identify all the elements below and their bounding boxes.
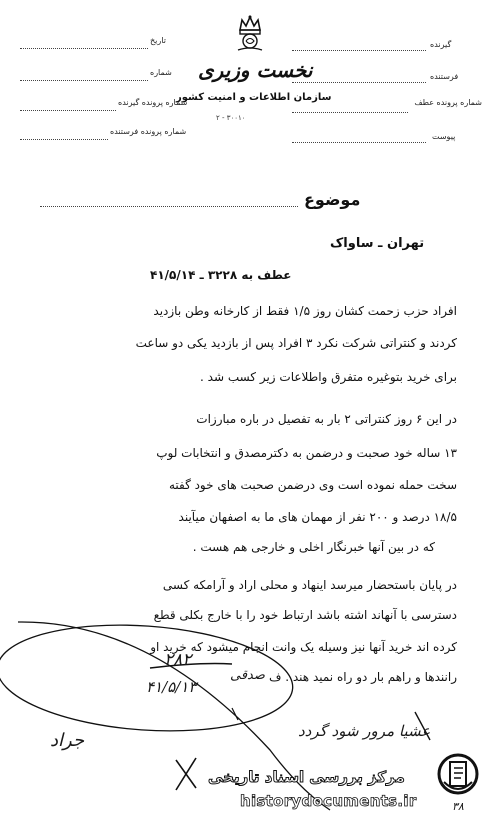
ref-file-line	[292, 112, 408, 113]
body-line: در پایان باستحضار میرسد اینهاد و محلی اراد و آرامکه کسی	[162, 578, 457, 592]
sender-line	[292, 82, 426, 83]
sender-label: فرستنده	[430, 72, 459, 81]
body-line: افراد حزب زحمت کشان روز ۱/۵ فقط از کارخانه وطن بازدید	[153, 304, 457, 318]
body-line: برای خرید بتوغیره متفرق واطلاعات زیر کسب شد .	[200, 370, 457, 384]
file-number-annotation: ۲۸۲	[164, 650, 192, 670]
body-line: سخت حمله نموده است وی درضمن صحبت های خود گفته	[168, 478, 457, 492]
number-label: شماره	[150, 68, 172, 77]
crown-emblem-icon	[232, 14, 268, 54]
attachment-label: پیوست	[432, 132, 456, 141]
bottom-note: عشیا مرور شود گردد	[298, 722, 431, 740]
body-line: کرده اند خرید آنها نیز وسیله یک وانت انجام میشود که خرید او	[150, 640, 457, 654]
recipient-line	[292, 50, 426, 51]
sender-file-line	[20, 139, 108, 140]
recipient-file-line	[20, 110, 116, 111]
archive-watermark-label: مرکز بررسی اسناد تاریخی	[208, 768, 405, 786]
brand-title: نخست وزیری	[198, 58, 313, 82]
sender-file-label: شماره پرونده فرستنده	[110, 127, 187, 136]
brand-code: ۲ - ۳۰۰۱۰	[216, 114, 246, 122]
recipient-label: گیرنده	[430, 40, 452, 49]
brand-subtitle: سازمان اطلاعات و امنیت کشور	[176, 92, 332, 103]
archive-watermark-url: historydocuments.ir	[240, 792, 417, 810]
body-line: دسترسی با آنهاند اشته باشد ارتباط خود را با خارج بکلی قطع	[153, 608, 457, 622]
body-line: که در بین آنها خبرنگار اخلی و خارجی هم هست .	[192, 540, 435, 554]
body-line: در این ۶ روز کنتراتی ۲ بار به تفصیل در باره مبارزات	[196, 412, 457, 426]
recipient-file-label: شماره پرونده گیرنده	[118, 98, 188, 107]
body-line: رانندها و راهم بار دو راه نمید هند . ف	[269, 670, 457, 684]
page-code: ۳۸	[452, 800, 464, 813]
body-line: ۱۸/۵ درصد و ۲۰۰ نفر از مهمان های ما به اصفهان میآیند	[178, 510, 457, 524]
file-date-annotation: ۴۱/۵/۱۳	[146, 678, 197, 696]
date-line	[20, 48, 148, 49]
handwritten-strokes	[0, 600, 485, 823]
number-line	[20, 80, 148, 81]
signature: صدقی	[230, 668, 265, 683]
body-line: کردند و کنتراتی شرکت نکرد ۳ افراد پس از بازدید یکی دو ساعت	[135, 336, 457, 350]
attachment-line	[292, 142, 426, 143]
subject-line	[40, 206, 298, 207]
date-label: تاریخ	[150, 36, 166, 45]
archive-logo-icon	[436, 752, 480, 796]
city-line: تهران ـ ساواک	[330, 236, 425, 251]
body-line: ۱۳ ساله خود صحبت و درضمن به دکترمصدق و انتخابات لوپ	[156, 446, 457, 460]
reference-line: عطف به ۳۲۲۸ ـ ۴۱/۵/۱۴	[150, 268, 292, 282]
subject-label: موضوع	[304, 190, 361, 209]
left-note: جراد	[50, 730, 85, 751]
ref-file-label: شماره پرونده عطف	[414, 98, 482, 107]
